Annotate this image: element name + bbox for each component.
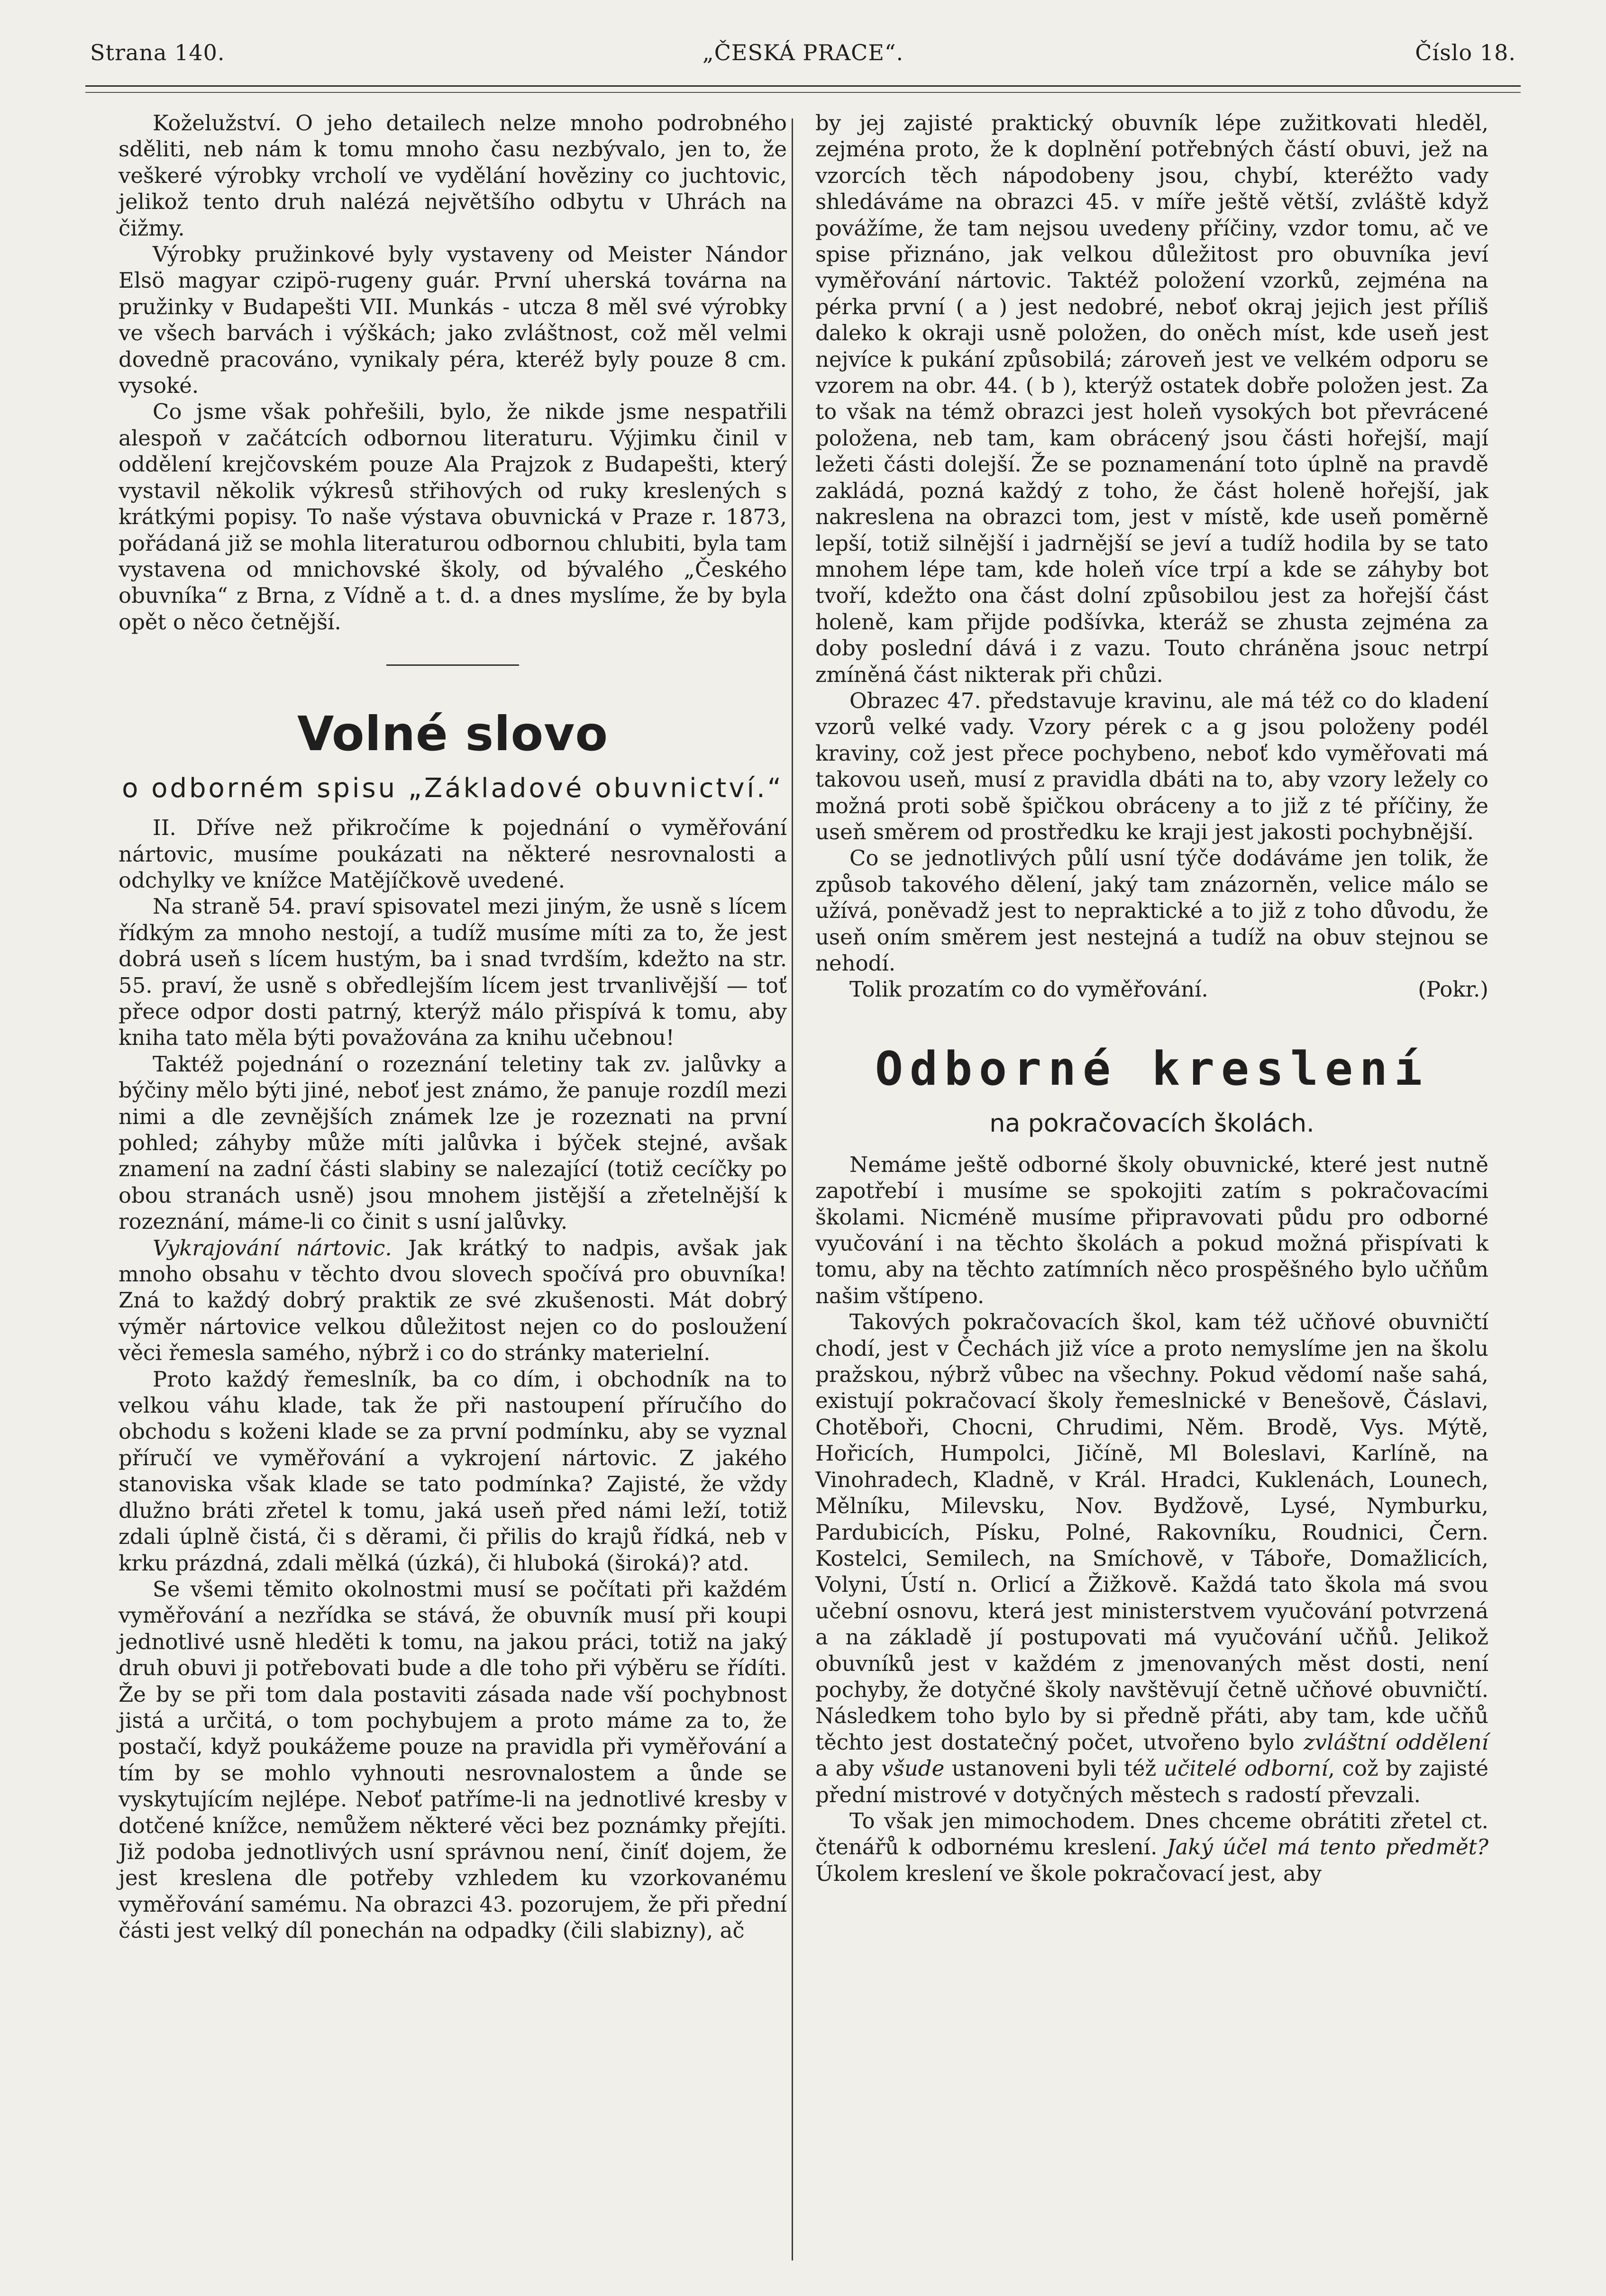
paragraph (815, 1808, 1488, 1887)
section-separator (386, 664, 519, 666)
paragraph: Co se jednotlivých půlí usní týče dodáváme jen tolik, že způsob takového dělení, jaký tam znázorněn, velice málo se užívá, poněvadž jest to nepraktické a to již z toho důvodu, že useň oním směrem jest nestejná a tudíž na obuv stejnou se nehodí. (815, 845, 1488, 976)
continuation-line (815, 976, 1488, 1002)
italic-phrase: všude (881, 1756, 945, 1781)
italic-phrase: zvláštní oddělení (1303, 1729, 1488, 1755)
paragraph: Výrobky pružinkové byly vystaveny od Meister Nándor Elsö magyar czipö-rugeny guár. První uherská továrna na pružinky v Budapešti VII. Munkás - utcza 8 měl své výrobky ve všech barvách i výškách; jako zvláštnost, což měl velmi dovedně pracováno, vynikaly péra, kteréž byly pouze 8 cm. vysoké. (119, 242, 787, 399)
article-subtitle: o odborném spisu „Základové obuvnictví.“ (122, 773, 784, 804)
article-title: Odborné kreslení (875, 1042, 1429, 1096)
issue-number: Číslo 18. (1415, 40, 1516, 65)
paragraph (119, 1235, 787, 1366)
paragraph-text: Tolik prozatím co do vyměřování. (849, 977, 1208, 1002)
header-rule (85, 85, 1521, 87)
column-divider (792, 118, 793, 2260)
paragraph (815, 1309, 1488, 1808)
italic-phrase: Jaký účel má tento předmět? (1167, 1834, 1488, 1860)
right-column (815, 110, 1488, 1887)
italic-phrase: učitelé odborní (1163, 1756, 1328, 1781)
to-be-continued: (Pokr.) (1418, 977, 1488, 1002)
header-rule-thin (85, 92, 1521, 93)
paragraph: Nemáme ještě odborné školy obuvnické, které jest nutně zapotřebí i musíme se spokojiti zatím s pokračovacími školami. Nicméně musíme připravovati půdu pro odborné vyučování i na těchto školách a pokud možná přispívati k tomu, aby na těchto zatímních něco prospěšného bylo učňům našim vštípeno. (815, 1152, 1488, 1308)
paragraph-text: Jak krátký to nadpis, avšak jak mnoho obsahu v těchto dvou slovech spočívá pro obuvníka! Zná to každý dobrý praktik ze své zkušenosti. Mát dobrý výměr nártovice velkou důležitost nejen co do posloužení věci řemesla samého, nýbrž i co do stránky materielní. (119, 1235, 787, 1366)
paragraph: II. Dříve než přikročíme k pojednání o vyměřování nártovic, musíme poukázati na některé nesrovnalosti a odchylky ve knížce Matějíčkově uvedené. (119, 815, 787, 893)
left-column (119, 110, 787, 1944)
paragraph-text: , což by zajisté přední mistrové v dotyčných městech s radostí převzali. (815, 1756, 1488, 1807)
paragraph: Koželužství. O jeho detailech nelze mnoho podrobného sděliti, neb nám k tomu mnoho času nezbývalo, jen to, že veškeré výrobky vrcholí ve vydělání hověziny co juchtovic, jelikož tento druh nalézá největšího odbytu v Uhrách na čižmy. (119, 110, 787, 241)
paragraph: Co jsme však pohřešili, bylo, že nikde jsme nespatřili alespoň v začátcích odbornou literaturu. Výjimku činil v oddělení krejčovském pouze Ala Prajzok z Budapešti, který vystavil několik výkresů střihových od ruky kreslených s krátkými popisy. To naše výstava obuvnická v Praze r. 1873, pořádaná již se mohla literaturou odbornou chlubiti, byla tam vystavena od mnichovské školy, od bývalého „Českého obuvníka“ z Brna, z Vídně a t. d. a dnes myslíme, že by byla opět o něco četnější. (119, 399, 787, 635)
paragraph-text: Takových pokračovacích škol, kam též učňové obuvničtí chodí, jest v Čechách již více a proto nemyslíme jen na školu pražskou, nýbrž vůbec na všechny. Pokud vědomí naše sahá, existují pokračovací školy řemeslnické v Benešově, Čáslavi, Chotěboři, Chocni, Chrudimi, Něm. Brodě, Vys. Mýtě, Hořicích, Humpolci, Jičíně, Ml Boleslavi, Karlíně, na Vinohradech, Kladně, v Král. Hradci, Kuklenách, Lounech, Mělníku, Milevsku, Nov. Bydžově, Lysé, Nymburku, Pardubicích, Písku, Polné, Rakovníku, Roudnici, Čern. Kostelci, Semilech, na Smíchově, v Táboře, Domažlicích, Volyni, Ústí n. Orlicí a Žižkově. Každá tato škola má svou učební osnovu, která jest ministerstvem vyučování potvrzená a na základě jí postupovati má vyučování učňů. Jelikož obuvníků jest v každém z jmenovaných měst dosti, není pochyby, že dotyčné školy navštěvují četně učňové obuvničtí. Následkem toho bylo by si předně přáti, aby tam, kde učňů těchto jest dostatečný počet, utvořeno bylo (815, 1309, 1488, 1755)
paragraph: Se všemi těmito okolnostmi musí se počítati při každém vyměřování a nezřídka se stává, že obuvník musí při koupi jednotlivé usně hleděti k tomu, na jakou práci, totiž na jaký druh obuvi ji potřebovati bude a dle toho při výběru se řídíti. Že by se při tom dala postaviti zásada nade vší pochybnost jistá a určitá, o tom pochybujem a proto máme za to, že postačí, když poukážeme pouze na pravidla při vyměřování a tím by se mohlo vyhnouti nesrovnalostem a ůnde se vyskytujícím nejlépe. Neboť patříme-li na jednotlivé kresby v dotčené knížce, nemůžem některé věci bez poznámky přejíti. Již podoba jednotlivých usní správnou není, činíť dojem, že jest kreslena dle potřeby vzhledem ku vzorkovanému vyměřování samému. Na obrazci 43. pozorujem, že při přední části jest velký díl ponechán na odpadky (čili slabizny), ač (119, 1576, 787, 1943)
italic-heading: Vykrajování nártovic. (153, 1235, 392, 1261)
paragraph-text: Úkolem kreslení ve škole pokračovací jest, aby (815, 1860, 1322, 1886)
paragraph-text: a aby (815, 1756, 882, 1781)
article-subtitle: na pokračovacích školách. (989, 1109, 1314, 1138)
paragraph: Na straně 54. praví spisovatel mezi jiným, že usně s lícem řídkým za mnoho nestojí, a tudíž musíme míti za to, že jest dobrá useň s lícem hustým, ba i snad tvrdším, kdežto na str. 55. praví, že usně s obředlejším lícem jest trvanlivější — toť přece odpor dosti patrný, kterýž málo přispívá k tomu, aby kniha tato měla býti považována za knihu učebnou! (119, 894, 787, 1051)
paragraph: Proto každý řemeslník, ba co dím, i obchodník na to velkou váhu klade, tak že při nastoupení příručího do obchodu s koženi klade se za první podmínku, aby se vyznal příručí ve vyměřování a vykrojení nártovic. Z jakého stanoviska však klade se tato podmínka? Zajisté, že vždy dlužno bráti zřetel k tomu, jaká useň před námi leží, totiž zdali úplně čistá, či s děrami, či přilis do krajů řídká, neb v krku prázdná, zdali mělká (úzká), či hluboká (široká)? atd. (119, 1366, 787, 1576)
paragraph: Obrazec 47. představuje kravinu, ale má též co do kladení vzorů velké vady. Vzory pérek c a g jsou položeny podél kraviny, což jest přece pochybeno, neboť kdo vyměřovati má takovou useň, musí z pravidla dbáti na to, aby vzory ležely co možná proti sobě špičkou obráceny a to již z té příčiny, že useň směrem od prostředku ke kraji jest jakosti pochybnější. (815, 688, 1488, 844)
running-head (85, 40, 1521, 73)
page-number: Strana 140. (90, 40, 225, 65)
article-title: Volné slovo (297, 706, 609, 762)
paragraph-text: ustanoveni byli též (944, 1756, 1164, 1781)
paragraph: by jej zajisté praktický obuvník lépe zužitkovati hleděl, zejména proto, že k doplnění potřebných částí obuvi, jež na vzorcích těch nápodobeny jsou, chybí, kteréžto vady shledáváme na obrazci 45. v míře ještě větší, zvláště když povážíme, že tam nejsou uvedeny příčiny, vzdor tomu, ač ve spise přiznáno, jak velkou důležitost pro obuvníka jeví vyměřování nártovic. Taktéž položení vzorků, zejména na pérka první ( a ) jest nedobré, neboť okraj jejich jest příliš daleko k okraji usně položen, do oněch míst, kde useň jest nejvíce k pukání způsobilá; zároveň jest ve velkém odporu se vzorem na obr. 44. ( b ), kterýž ostatek dobře položen jest. Za to však na témž obrazci jest holeň vysokých bot převrácené položena, neb tam, kam obrácený jsou části hořejší, mají ležeti části dolejší. Že se poznamenání toto úplně na pravdě zakládá, pozná každý z toho, že část holeně hořejší, jak nakreslena na obrazci tom, jest v místě, kde useň poměrně lepší, totiž silnější i jadrnější se jeví a tudíž hodila by se tato mnohem lépe tam, kde holeň více trpí a kde se záhyby bot tvoří, kdežto ona část dolní způsobilou jest za hořejší část holeně, kam přijde podšívka, kteráž se zhusta zejména za doby poslední dává i z vazu. Touto chráněna jsouc netrpí zmíněná část nikterak při chůzi. (815, 110, 1488, 687)
publication-title: „ČESKÁ PRACE“. (702, 40, 904, 65)
paragraph: Taktéž pojednání o rozeznání teletiny tak zv. jalůvky a býčiny mělo býti jiné, neboť jest známo, že panuje rozdíl mezi nimi a dle zevnějších známek lze je rozeznati na první pohled; záhyby může míti jalůvka i býček stejné, avšak znamení na zadní části slabiny se nalezající (totiž cecíčky po obou stranách usně) jsou mnohem jistější a zřetelnější k rozeznání, máme-li co činit s usní jalůvky. (119, 1051, 787, 1234)
paragraph-text: To však jen mimochodem. Dnes chceme obrátiti zřetel ct. čtenářů k odbornému kreslení. (815, 1808, 1488, 1860)
